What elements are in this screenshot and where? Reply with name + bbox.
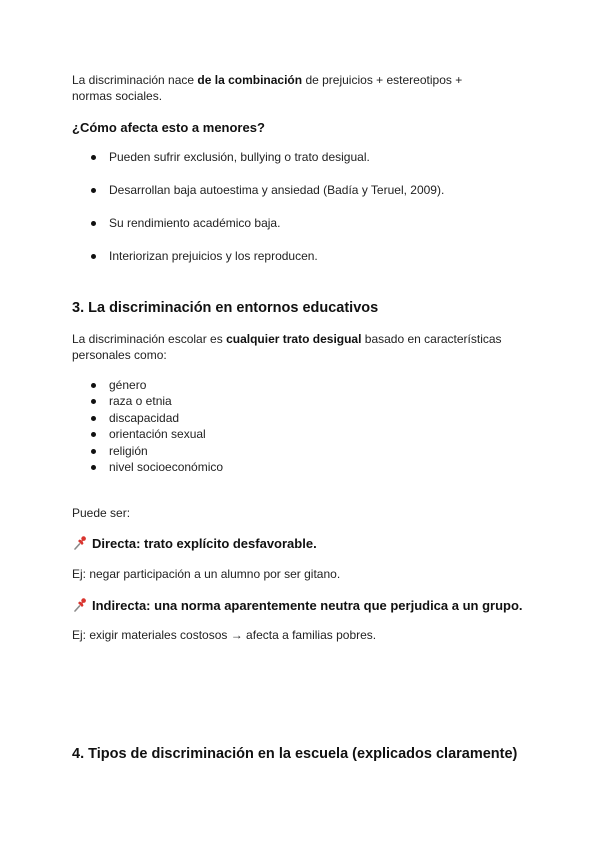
section-3-definition xyxy=(72,331,542,363)
bullet-icon xyxy=(91,254,96,259)
definition-bold: cualquier trato desigual xyxy=(226,332,362,346)
definition-text-before: La discriminación escolar es xyxy=(72,332,227,346)
bullet-icon xyxy=(91,465,96,470)
list-item-text: Interiorizan prejuicios y los reproducen. xyxy=(109,249,318,263)
question-heading: ¿Cómo afecta esto a menores? xyxy=(72,120,265,135)
pushpin-icon xyxy=(72,535,88,551)
section-3-heading: 3. La discriminación en entornos educativos xyxy=(72,300,379,316)
intro-bold: de la combinación xyxy=(197,73,303,87)
direct-label: Directa: trato explícito desfavorable. xyxy=(92,536,317,551)
list-item-text: Pueden sufrir exclusión, bullying o trato desigual. xyxy=(109,150,370,164)
bullet-icon xyxy=(91,449,96,454)
list-item-text: orientación sexual xyxy=(109,427,206,441)
bullet-icon xyxy=(91,383,96,388)
direct-callout xyxy=(72,535,317,551)
section-4-heading: 4. Tipos de discriminación en la escuela (explicados claramente) xyxy=(72,746,518,762)
list-item-text: discapacidad xyxy=(109,411,180,425)
bullet-icon xyxy=(91,416,96,421)
list-item-text: religión xyxy=(109,444,148,458)
bullet-icon xyxy=(91,155,96,160)
indirect-label: Indirecta: una norma aparentemente neutra que perjudica a un grupo. xyxy=(92,598,523,613)
list-item-text: nivel socioeconómico xyxy=(109,460,224,474)
pushpin-icon xyxy=(72,597,88,613)
list-item-text: Desarrollan baja autoestima y ansiedad (Badía y Teruel, 2009). xyxy=(109,183,445,197)
intro-paragraph xyxy=(72,72,532,104)
definition-text-after: basado en características xyxy=(361,332,502,346)
bullet-icon xyxy=(91,188,96,193)
bullet-icon xyxy=(91,221,96,226)
list-item-text: raza o etnia xyxy=(109,394,172,408)
intro-text-after: de prejuicios + estereotipos + xyxy=(302,73,463,87)
list-item-text: Su rendimiento académico baja. xyxy=(109,216,281,230)
list-item-text: género xyxy=(109,378,147,392)
bullet-icon xyxy=(91,399,96,404)
direct-example: Ej: negar participación a un alumno por ser gitano. xyxy=(72,567,341,581)
indirect-example: Ej: exigir materiales costosos → afecta a familias pobres. xyxy=(72,628,377,642)
intro-line-2: normas sociales. xyxy=(72,89,163,103)
bullet-icon xyxy=(91,432,96,437)
definition-line-2: personales como: xyxy=(72,348,167,362)
puede-ser-label: Puede ser: xyxy=(72,506,131,520)
indirect-callout xyxy=(72,597,523,613)
intro-text-before: La discriminación nace xyxy=(72,73,198,87)
